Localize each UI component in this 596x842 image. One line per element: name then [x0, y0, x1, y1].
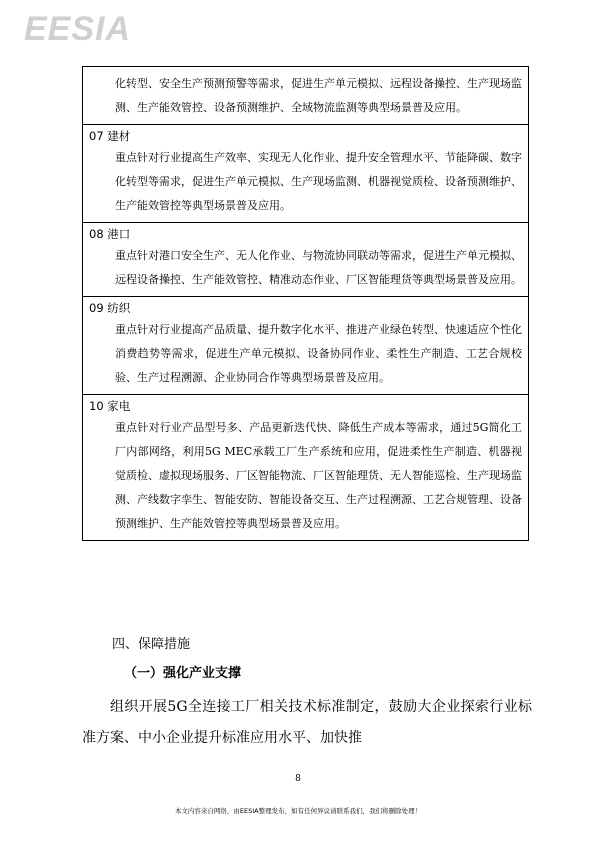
body-paragraph: 组织开展5G全连接工厂相关技术标准制定，鼓励大企业探索行业标准方案、中小企业提升标准应用水平、加快推 — [82, 699, 532, 746]
scenario-table — [82, 66, 529, 541]
table-row — [83, 395, 529, 541]
section-title: 四、保障措施 — [112, 637, 191, 652]
row-body-textile: 重点针对行业提高产品质量、提升数字化水平、推进产业绿色转型、快速适应个性化消费趋势等需求，促进生产单元模拟、设备协同作业、柔性生产制造、工艺合规校验、生产过程溯源、企业协同合作等典型场景普及应用。 — [115, 323, 522, 384]
row-body-home-appliance: 重点针对行业产品型号多、产品更新迭代快、降低生产成本等需求，通过5G简化工厂内部网络，利用5G MEC承载工厂生产系统和应用，促进柔性生产制造、机器视觉质检、虚拟现场服务、厂区智能物流、厂区智能理货、无人智能巡检、生产现场监测、产线数字孪生、智能安防、智能设备交互、生产过程溯源、工艺合规管理、设备预测维护、生产能效管控等典型场景普及应用。 — [115, 421, 522, 530]
table-cell — [83, 125, 529, 223]
row-heading-building-materials: 07 建材 — [89, 129, 131, 143]
footer-disclaimer: 本文内容来自网络，由EESIA整理发布，如有任何异议请联系我们，我们将删除处理！ — [174, 807, 422, 815]
eesia-logo: EESIA — [24, 10, 132, 48]
table-row — [83, 125, 529, 223]
table-row — [83, 67, 529, 125]
row-body-port: 重点针对港口安全生产、无人化作业、与物流协同联动等需求，促进生产单元模拟、远程设备操控、生产能效管控、精准动态作业、厂区智能理货等典型场景普及应用。 — [115, 249, 522, 286]
table-cell — [83, 297, 529, 395]
table-row — [83, 297, 529, 395]
table-cell — [83, 67, 529, 125]
row-body-continuation: 化转型、安全生产预测预警等需求，促进生产单元模拟、远程设备操控、生产现场监测、生产能效管控、设备预测维护、全域物流监测等典型场景普及应用。 — [115, 77, 522, 114]
row-body-building-materials: 重点针对行业提高生产效率、实现无人化作业、提升安全管理水平、节能降碳、数字化转型等需求，促进生产单元模拟、生产现场监测、机器视觉质检、设备预测维护、生产能效管控等典型场景普及应用。 — [115, 151, 522, 212]
page-number: 8 — [295, 774, 301, 784]
subsection-title: （一）强化产业支撑 — [124, 666, 242, 681]
row-heading-textile: 09 纺织 — [89, 301, 131, 315]
row-heading-home-appliance: 10 家电 — [89, 399, 131, 413]
table-row — [83, 223, 529, 297]
table-cell — [83, 395, 529, 541]
table-cell — [83, 223, 529, 297]
row-heading-port: 08 港口 — [89, 227, 131, 241]
